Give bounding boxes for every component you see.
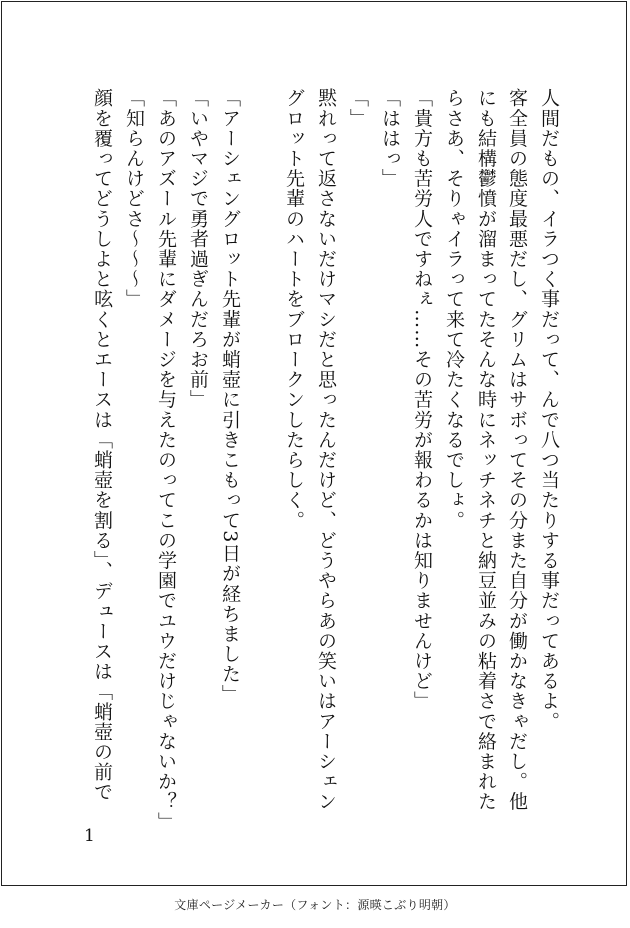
text-line: 「知らんけどさ〜〜〜」 (123, 88, 145, 310)
text-line: 「アーシェングロット先輩が蛸壺に引きこもって3日が経ちました」 (219, 88, 241, 705)
footer-caption: 文庫ページメーカー（フォント：源暎こぶり明朝） (174, 898, 456, 912)
text-line: 顔を覆ってどうしよと呟くとエースは「蛸壺を割る」、デュースは「蛸壺の前で (91, 88, 113, 803)
text-line: 「あのアズール先輩にダメージを与えたのってこの学園でユウだけじゃないか？」 (155, 88, 177, 832)
text-line: 人間だもの、イラつく事だって、んで八つ当たりする事だってあるよ。 (538, 88, 560, 732)
text-line: らさあ、そりゃイラって来て冷たくなるでしょ。 (443, 88, 465, 531)
text-line: 「貴方も苦労人ですねぇ……その苦労が報わるかは知りませんけど」 (411, 88, 433, 712)
text-line: 「ははっ」 (379, 88, 401, 189)
text-line: にも結構鬱憤が溜まってたそんな時にネッチネチと納豆並みの粘着さで絡まれた (475, 88, 497, 812)
manuscript-page (1, 1, 627, 886)
page-number: 1 (84, 826, 95, 846)
text-line: 黙れって返さないだけマシだと思ったんだけど、どうやらあの笑いはアーシェン (315, 88, 337, 812)
text-line: グロット先輩のハートをブロークンしたらしく。 (283, 88, 305, 531)
text-line: 客全員の態度最悪だし、グリムはサボってその分また自分が働かなきゃだし。他 (506, 88, 528, 812)
text-line: 「」 (347, 88, 369, 129)
text-line: 「いやマジで勇者過ぎんだろお前」 (187, 88, 209, 410)
